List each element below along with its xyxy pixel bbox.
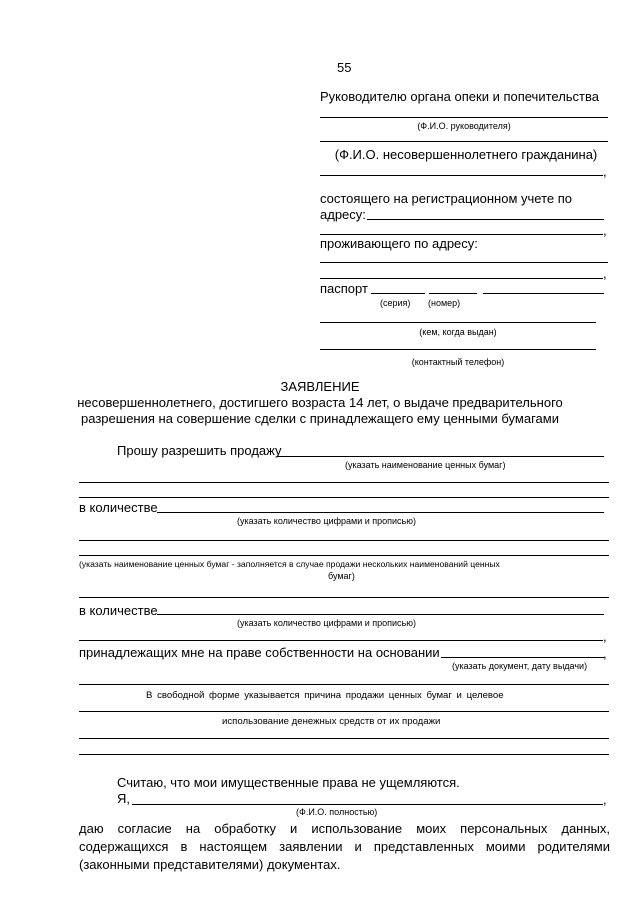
request-label: Прошу разрешить продажу: [117, 443, 282, 458]
securities-line-2[interactable]: [79, 482, 609, 483]
series-caption: (серия): [380, 298, 411, 308]
minor-name-line[interactable]: [320, 175, 603, 176]
securities-line-3[interactable]: [79, 497, 609, 498]
document-title: ЗАЯВЛЕНИЕ: [280, 379, 360, 394]
title-subtitle-1: несовершеннолетнего, достигшего возраста 14 лет, о выдаче предварительного: [77, 395, 563, 410]
comma: ,: [603, 792, 607, 807]
phone-line[interactable]: [320, 349, 596, 350]
quantity2-label: в количестве: [79, 603, 158, 618]
recipient-title: Руководителю органа опеки и попечительства: [320, 89, 599, 104]
quantity2-line[interactable]: [157, 614, 604, 615]
quantity-line-2[interactable]: [79, 540, 609, 541]
reason-line-3[interactable]: [79, 754, 609, 755]
residing-address-line[interactable]: [320, 262, 608, 263]
passport-extra-line[interactable]: [483, 293, 604, 294]
ownership-line[interactable]: [441, 657, 604, 658]
registered-address-line[interactable]: [367, 219, 604, 220]
full-name-caption: (Ф.И.О. полностью): [296, 807, 378, 817]
i-label: Я,: [117, 791, 130, 806]
head-name-caption: (Ф.И.О. руководителя): [417, 121, 511, 131]
passport-number-line[interactable]: [429, 293, 477, 294]
comma: ,: [603, 164, 607, 179]
full-name-line[interactable]: [132, 804, 603, 805]
title-subtitle-2: разрешения на совершение сделки с принадлежащего ему ценными бумагами: [81, 411, 559, 426]
divider-line: [320, 141, 608, 142]
residing-label: проживающего по адресу:: [320, 236, 478, 251]
comma: ,: [603, 646, 607, 661]
reason-line[interactable]: [79, 711, 609, 712]
minor-name-caption: (Ф.И.О. несовершеннолетнего гражданина): [334, 147, 598, 162]
page-number: 55: [337, 60, 352, 75]
multi-securities-caption-2: бумаг): [328, 571, 355, 581]
reason-instruction-2: использование денежных средств от их продажи: [222, 716, 441, 727]
issued-line[interactable]: [320, 322, 596, 323]
comma: ,: [603, 266, 607, 281]
quantity-line[interactable]: [157, 512, 604, 513]
rights-statement: Считаю, что мои имущественные права не ущемляются.: [117, 775, 460, 790]
registered-address-label: адресу:: [320, 207, 366, 222]
quantity-label: в количестве: [79, 500, 158, 515]
ownership-label: принадлежащих мне на праве собственности на основании: [79, 645, 440, 660]
multi-securities-caption-1: (указать наименование ценных бумаг - заполняется в случае продажи нескольких наименований ценных: [79, 559, 500, 569]
multi-securities-line[interactable]: [79, 555, 609, 556]
reason-line-2[interactable]: [79, 738, 609, 739]
registered-label: состоящего на регистрационном учете по: [320, 191, 572, 206]
securities-caption: (указать наименование ценных бумаг): [345, 460, 506, 470]
securities-line[interactable]: [277, 456, 604, 457]
ownership-line-2[interactable]: [79, 684, 609, 685]
registered-address-line-2[interactable]: [320, 234, 603, 235]
reason-instruction-1: В свободной форме указывается причина продажи ценных бумаг и целевое: [146, 690, 504, 701]
consent-paragraph: даю согласие на обработку и использование моих персональных данных, содержащихся в настоящем заявлении и представленных моими родителями (законными представителями) документах.: [79, 821, 610, 872]
residing-address-line-2[interactable]: [320, 278, 603, 279]
issued-caption: (кем, когда выдан): [419, 327, 497, 337]
number-caption: (номер): [428, 298, 461, 308]
passport-label: паспорт: [320, 281, 368, 296]
head-name-line[interactable]: [320, 117, 608, 118]
quantity2-line-2[interactable]: [79, 640, 603, 641]
phone-caption: (контактный телефон): [411, 357, 505, 367]
comma: ,: [603, 629, 607, 644]
ownership-caption: (указать документ, дату выдачи): [452, 661, 588, 671]
quantity-caption: (указать количество цифрами и прописью): [237, 516, 416, 526]
passport-series-line[interactable]: [371, 293, 425, 294]
multi-securities-line-2[interactable]: [79, 597, 609, 598]
quantity2-caption: (указать количество цифрами и прописью): [237, 618, 416, 628]
comma: ,: [603, 223, 607, 238]
